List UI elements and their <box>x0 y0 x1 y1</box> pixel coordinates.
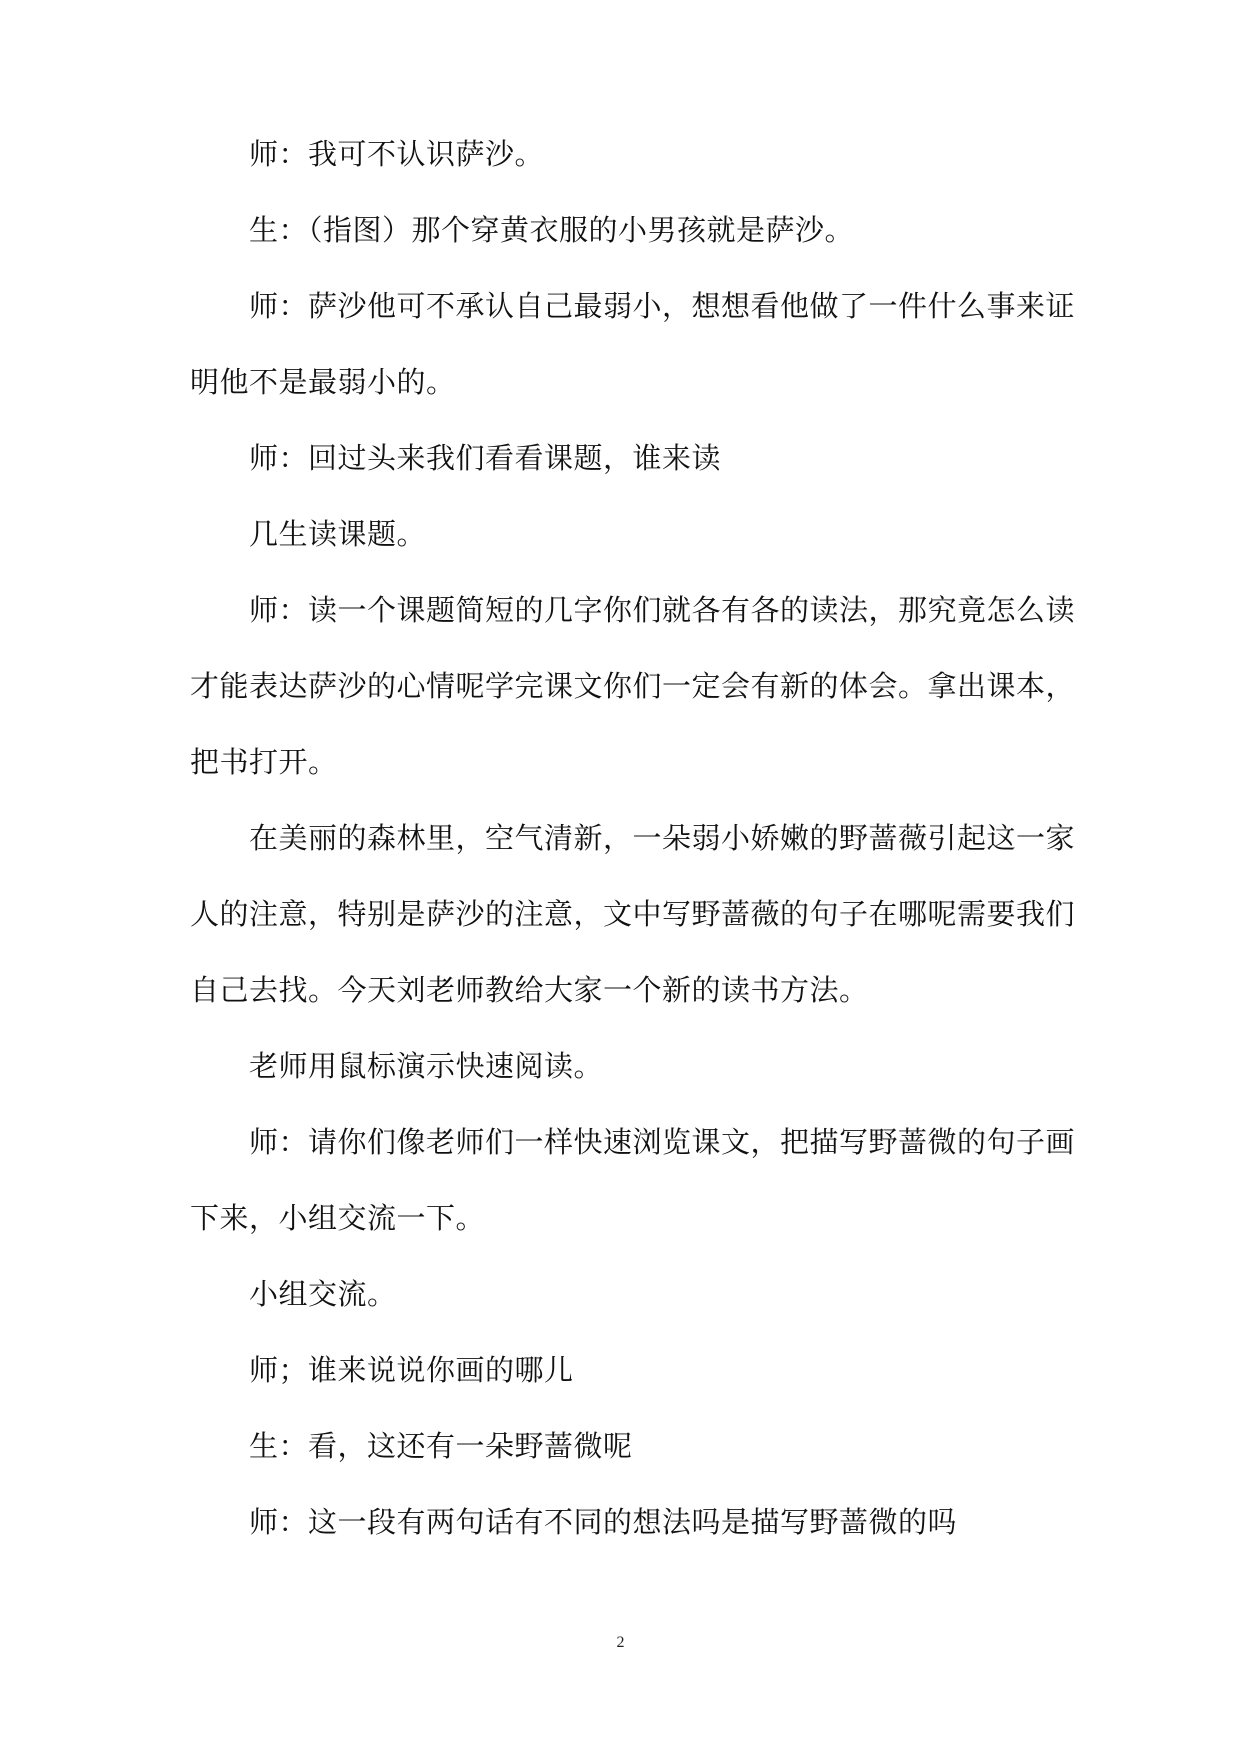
paragraph-line: 才能表达萨沙的心情呢学完课文你们一定会有新的体会。拿出课本， <box>190 669 1076 703</box>
paragraph-line: 师：回过头来我们看看课题，谁来读 <box>249 441 722 475</box>
paragraph-line: 人的注意，特别是萨沙的注意，文中写野蔷薇的句子在哪呢需要我们 <box>190 897 1076 931</box>
paragraph-line: 生：（指图）那个穿黄衣服的小男孩就是萨沙。 <box>249 213 855 247</box>
paragraph-line: 在美丽的森林里，空气清新，一朵弱小娇嫩的野蔷薇引起这一家 <box>249 821 1076 855</box>
page-number: 2 <box>616 1634 625 1651</box>
paragraph-line: 老师用鼠标演示快速阅读。 <box>249 1049 604 1083</box>
paragraph-line: 师：我可不认识萨沙。 <box>249 137 545 171</box>
paragraph-line: 小组交流。 <box>249 1277 397 1311</box>
paragraph-line: 师：萨沙他可不承认自己最弱小，想想看他做了一件什么事来证 <box>249 289 1076 323</box>
paragraph-line: 师；谁来说说你画的哪儿 <box>249 1353 574 1387</box>
paragraph-line: 几生读课题。 <box>249 517 427 551</box>
paragraph-line: 师：读一个课题简短的几字你们就各有各的读法，那究竟怎么读 <box>249 593 1076 627</box>
paragraph-line: 把书打开。 <box>190 745 338 779</box>
paragraph-line: 下来，小组交流一下。 <box>190 1201 486 1235</box>
paragraph-line: 自己去找。今天刘老师教给大家一个新的读书方法。 <box>190 973 869 1007</box>
paragraph-line: 师：这一段有两句话有不同的想法吗是描写野蔷微的吗 <box>249 1505 958 1539</box>
paragraph-line: 生：看，这还有一朵野蔷微呢 <box>249 1429 633 1463</box>
paragraph-line: 师：请你们像老师们一样快速浏览课文，把描写野蔷微的句子画 <box>249 1125 1076 1159</box>
paragraph-line: 明他不是最弱小的。 <box>190 365 456 399</box>
